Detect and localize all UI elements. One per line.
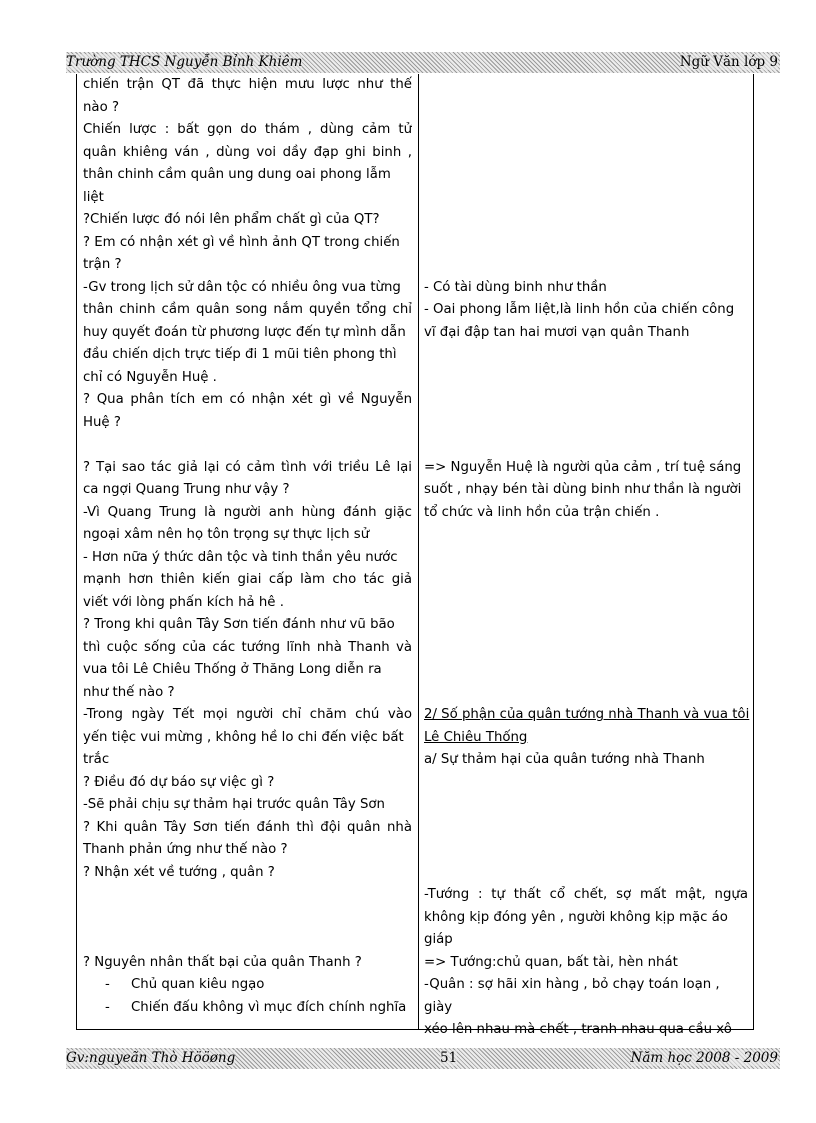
right-line: - Có tài dùng binh như thần [424,279,607,295]
bullet-dash: - [105,999,110,1015]
left-line: -Vì Quang Trung là người anh hùng đánh giặc [83,504,412,520]
left-line: ? Qua phân tích em có nhận xét gì về Nguyễn [83,392,412,407]
blank-line [424,592,748,615]
right-line: vĩ đại đập tan hai mươi vạn quân Thanh [424,324,690,340]
right-line: => Nguyễn Huệ là người qủa cảm , trí tuệ sáng [424,459,742,475]
blank-line [424,187,748,210]
left-line: mạnh hơn thiên kiến giai cấp làm cho tác giả [83,572,412,587]
left-line: -Trong ngày Tết mọi người chỉ chăm chú vào [83,707,412,722]
blank-line [424,614,748,637]
right-line: tổ chức và linh hồn của trận chiến . [424,504,660,520]
blank-line [83,434,412,457]
left-line: thân chinh cầm quân ung dung oai phong lẫm [83,167,391,182]
bullet-text: Chiến đấu không vì mục đích chính nghĩa [131,999,407,1015]
left-line: trận ? [83,257,122,272]
header-subject: Ngữ Văn lớp 9 [679,54,778,70]
left-line: viết với lòng phấn kích hả hê . [83,594,284,610]
blank-line [424,142,748,165]
left-line: thân chinh cầm quân song nắm quyền tổng chỉ [83,302,412,317]
left-line: đầu chiến dịch trực tiếp đi 1 mũi tiên phong thì [83,347,397,362]
section-heading: Lê Chiêu Thống [424,729,528,745]
subsection-heading: a/ Sự thảm hại của quân tướng nhà Thanh [424,752,705,767]
left-line: liệt [83,189,104,205]
blank-line [424,682,748,705]
right-line: giày [424,999,453,1015]
footer-school-year: Năm học 2008 - 2009 [630,1050,778,1066]
page-number: 51 [440,1050,458,1066]
blank-line [424,97,748,120]
blank-line [424,817,748,840]
left-line: trắc [83,752,110,767]
left-line: ? Trong khi quân Tây Sơn tiến đánh như vũ bão [83,617,395,632]
activity-column [83,74,412,1019]
left-line: ca ngợi Quang Trung như vậy ? [83,482,290,497]
bullet-item [83,997,412,1020]
left-line: -Gv trong lịch sử dân tộc có nhiều ông vua từng [83,279,401,295]
blank-line [424,389,748,412]
bullet-text: Chủ quan kiêu ngạo [131,977,265,992]
left-line: chỉ có Nguyễn Huệ . [83,369,217,385]
right-line: -Tướng : tự thất cổ chết, sợ mất mật, ngựa [424,887,748,902]
page-header [66,52,780,73]
left-line: nào ? [83,99,119,115]
blank-line [424,569,748,592]
left-line: Thanh phản ứng như thế nào ? [83,842,288,857]
section-heading: 2/ Số phận của quân tướng nhà Thanh và vua tôi [424,707,750,722]
blank-line [83,884,412,907]
blank-line [424,367,748,390]
blank-line [424,164,748,187]
bullet-item [83,974,412,997]
blank-line [424,659,748,682]
left-line: ? Khi quân Tây Sơn tiến đánh thì đội quân nhà [83,819,412,835]
right-line: không kịp đóng yên , người không kịp mặc áo [424,909,728,925]
right-line: - Oai phong lẫm liệt,là linh hồn của chiến công [424,302,735,317]
right-line: giáp [424,932,453,947]
blank-line [424,209,748,232]
left-line: ? Tại sao tác giả lại có cảm tình với triều Lê lại [83,459,412,475]
left-line: như thế nào ? [83,684,175,700]
right-line: suốt , nhạy bén tài dùng binh như thần là người [424,482,742,497]
left-line: ? Nguyên nhân thất bại của quân Thanh ? [83,954,362,970]
blank-line [424,412,748,435]
left-line: -Sẽ phải chịu sự thảm hại trước quân Tây Sơn [83,797,385,812]
blank-line [424,254,748,277]
blank-line [424,772,748,795]
bullet-dash: - [105,977,110,992]
left-line: ? Nhận xét về tướng , quân ? [83,864,275,880]
right-line: => Tướng:chủ quan, bất tài, hèn nhát [424,954,678,970]
left-line: Chiến lược : bất gọn do thám , dùng cảm tử [83,122,412,137]
left-line: ngoại xâm nên họ tôn trọng sự thực lịch sử [83,527,370,542]
right-line: xéo lên nhau mà chết , tranh nhau qua cầu xô [424,1022,732,1037]
blank-line [424,547,748,570]
left-line: vua tôi Lê Chiêu Thống ở Thăng Long diễn ra [83,662,382,677]
content-column [424,74,748,1042]
blank-line [424,839,748,862]
page-footer [66,1048,780,1069]
left-line: chiến trận QT đã thực hiện mưu lược như thế [83,77,412,92]
left-line: yến tiệc vui mừng , không hề lo chi đến việc bất [83,729,404,745]
blank-line [424,794,748,817]
left-line: Huệ ? [83,414,121,430]
right-line: -Quân : sợ hãi xin hàng , bỏ chạy toán loạn , [424,977,720,992]
column-divider [418,74,419,1029]
blank-line [83,907,412,930]
header-school: Trường THCS Nguyễn Bỉnh Khiêm [66,54,303,70]
blank-line [424,862,748,885]
left-line: ?Chiến lược đó nói lên phẩm chất gì của QT? [83,212,380,227]
left-line: ? Em có nhận xét gì về hình ảnh QT trong chiến [83,234,400,250]
blank-line [424,524,748,547]
left-line: thì cuộc sống của các tướng lĩnh nhà Thanh và [83,639,412,655]
blank-line [424,637,748,660]
left-line: huy quyết đoán từ phương lược đến tự mình dẫn [83,324,406,340]
lesson-table [76,74,754,1037]
blank-line [83,929,412,952]
blank-line [424,74,748,97]
blank-line [424,119,748,142]
blank-line [424,232,748,255]
blank-line [424,344,748,367]
footer-teacher: Gv:nguyeãn Thò Hööøng [66,1050,236,1066]
left-line: quân khiêng ván , dùng voi dầy đạp ghi binh , [83,144,412,160]
left-line: - Hơn nữa ý thức dân tộc và tinh thần yêu nước [83,549,398,565]
blank-line [424,434,748,457]
left-line: ? Điều đó dự báo sự việc gì ? [83,774,275,790]
